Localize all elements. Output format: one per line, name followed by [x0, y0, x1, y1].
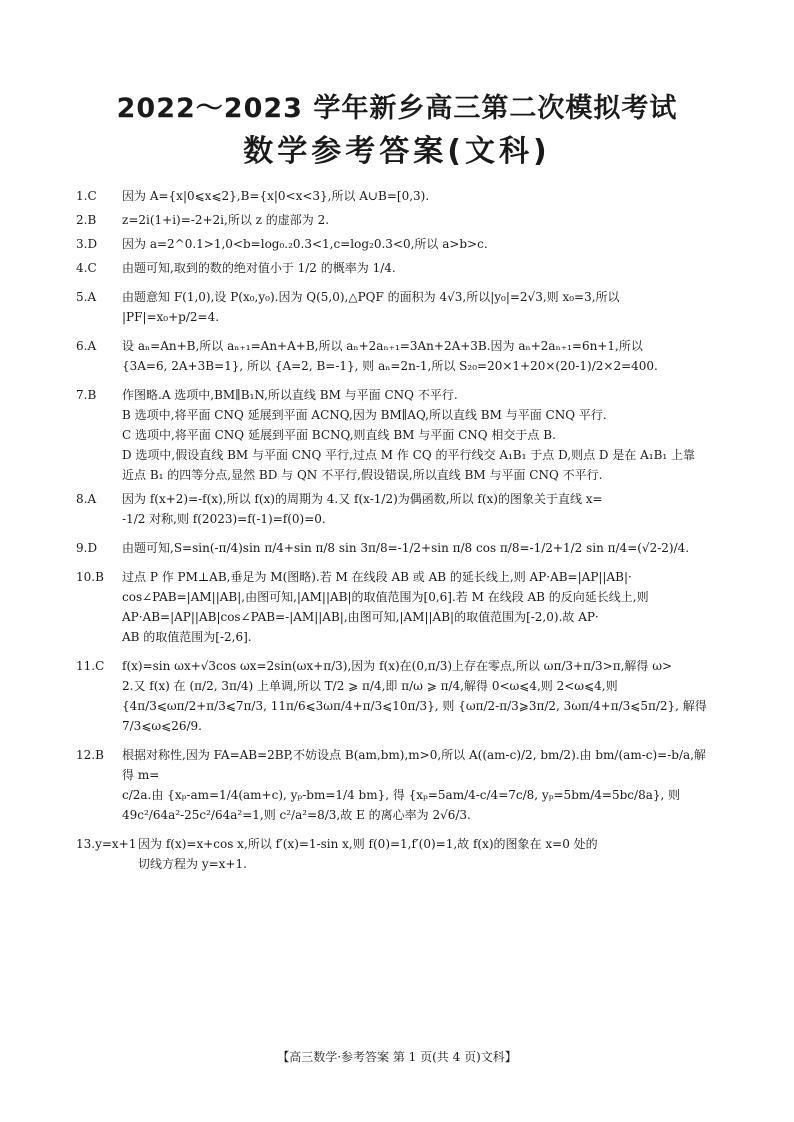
- answer-label: 9.D: [76, 541, 98, 555]
- answer-item-7: [76, 385, 716, 485]
- answer-line: 作图略.A 选项中,BM∥B₁N,所以直线 BM 与平面 CNQ 不平行.: [122, 388, 458, 402]
- answer-line: -1/2 对称,则 f(2023)=f(-1)=f(0)=0.: [122, 512, 326, 526]
- answer-label: 2.B: [76, 213, 97, 227]
- exam-title: 2022～2023 学年新乡高三第二次模拟考试: [116, 93, 678, 124]
- answer-line: cos∠PAB=|AM||AB|,由图可知,|AM||AB|的取值范围为[0,6].若 M 在线段 AB 的反向延长线上,则: [122, 590, 649, 604]
- answer-line: AP·AB=|AP||AB|cos∠PAB=-|AM||AB|,由图可知,|AM||AB|的取值范围为[-2,0).故 AP·: [122, 610, 599, 624]
- answer-line: 2.又 f(x) 在 (π/2, 3π/4) 上单调,所以 T/2 ⩾ π/4,即 π/ω ⩾ π/4,解得 0<ω⩽4,则 2<ω⩽4,则: [122, 679, 618, 693]
- answer-line: {3A=6, 2A+3B=1}, 所以 {A=2, B=-1}, 则 aₙ=2n-1,所以 S₂₀=20×1+20×(20-1)/2×2=400.: [122, 359, 658, 373]
- answer-subtitle: 数学参考答案(文科): [243, 134, 551, 169]
- answer-item-3: [76, 234, 716, 254]
- answer-label: 6.A: [76, 339, 97, 353]
- answer-line: 设 aₙ=An+B,所以 aₙ₊₁=An+A+B,所以 aₙ+2aₙ₊₁=3An+2A+3B.因为 aₙ+2aₙ₊₁=6n+1,所以: [122, 339, 643, 353]
- answer-item-8: [76, 489, 716, 529]
- answer-item-11: [76, 656, 716, 736]
- answer-item-10: [76, 567, 716, 647]
- answer-item-9: [76, 538, 716, 558]
- answer-item-4: [76, 258, 716, 278]
- answer-label: 5.A: [76, 290, 97, 304]
- answer-line: |PF|=x₀+p/2=4.: [122, 310, 220, 324]
- answer-line: 因为 A={x|0⩽x⩽2},B={x|0<x<3},所以 A∪B=[0,3).: [122, 189, 430, 203]
- answer-label: 10.B: [76, 570, 104, 584]
- answer-line: 由题意知 F(1,0),设 P(x₀,y₀).因为 Q(5,0),△PQF 的面积为 4√3,所以|y₀|=2√3,则 x₀=3,所以: [122, 290, 620, 304]
- answer-line: B 选项中,将平面 CNQ 延展到平面 ACNQ,因为 BM∥AQ,所以直线 BM 与平面 CNQ 平行.: [122, 408, 607, 422]
- answer-label: 11.C: [76, 659, 105, 673]
- answer-item-12: [76, 745, 716, 825]
- answer-line: 近点 B₁ 的四等分点,显然 BD 与 QN 不平行,假设错误,所以直线 BM 与平面 CNQ 不平行.: [122, 468, 603, 482]
- answer-line: z=2i(1+i)=-2+2i,所以 z 的虚部为 2.: [122, 213, 330, 227]
- answer-line: f(x)=sin ωx+√3cos ωx=2sin(ωx+π/3),因为 f(x)在(0,π/3)上存在零点,所以 ωπ/3+π/3>π,解得 ω>: [122, 659, 673, 673]
- answer-line: 由题可知,取到的数的绝对值小于 1/2 的概率为 1/4.: [122, 261, 396, 275]
- answer-item-1: [76, 186, 716, 206]
- answer-item-2: [76, 210, 716, 230]
- answer-label: 8.A: [76, 492, 97, 506]
- answer-line: {4π/3⩽ωπ/2+π/3⩽7π/3, 11π/6⩽3ωπ/4+π/3⩽10π/3}, 则 {ωπ/2-π/3⩾3π/2, 3ωπ/4+π/3⩽5π/2}, 解得 7/3⩽ω⩽26/9.: [122, 699, 707, 733]
- answer-label: 12.B: [76, 748, 104, 762]
- answer-label: 7.B: [76, 388, 97, 402]
- answer-item-5: [76, 287, 716, 327]
- answer-label: 13.y=x+1: [76, 837, 137, 851]
- answer-line: C 选项中,将平面 CNQ 延展到平面 BCNQ,则直线 BM 与平面 CNQ 相交于点 B.: [122, 428, 556, 442]
- answer-list: [76, 186, 716, 878]
- answer-line: c/2a.由 {xₚ-am=1/4(am+c), yₚ-bm=1/4 bm}, 得 {xₚ=5am/4-c/4=7c/8, yₚ=5bm/4=5bc/8a}, 则 49c²/64a²-25c²/64a²=1,则 c²/a²=8/3,故 E 的离心率为 2√6/3.: [122, 788, 681, 822]
- answer-label: 1.C: [76, 189, 97, 203]
- answer-line: 根据对称性,因为 FA=AB=2BP,不妨设点 B(am,bm),m>0,所以 A((am-c)/2, bm/2).由 bm/(am-c)=-b/a,解得 m=: [122, 748, 706, 782]
- answer-line: 因为 a=2^0.1>1,0<b=log₀.₂0.3<1,c=log₂0.3<0,所以 a>b>c.: [122, 237, 488, 251]
- answer-line: 由题可知,S=sin(-π/4)sin π/4+sin π/8 sin 3π/8=-1/2+sin π/8 cos π/8=-1/2+1/2 sin π/4=(√2-2)/4.: [122, 541, 690, 555]
- answer-label: 3.D: [76, 237, 98, 251]
- answer-line: AB 的取值范围为[-2,6].: [122, 630, 252, 644]
- answer-line: 因为 f(x)=x+cos x,所以 f′(x)=1-sin x,则 f(0)=1,f′(0)=1,故 f(x)的图象在 x=0 处的: [138, 837, 598, 851]
- answer-item-13: [76, 834, 716, 874]
- answer-item-6: [76, 336, 716, 376]
- answer-line: 过点 P 作 PM⊥AB,垂足为 M(图略).若 M 在线段 AB 或 AB 的延长线上,则 AP·AB=|AP||AB|·: [122, 570, 632, 584]
- answer-line: 切线方程为 y=x+1.: [138, 857, 247, 871]
- page-footer: 【高三数学·参考答案 第 1 页(共 4 页)文科】: [277, 1050, 517, 1064]
- answer-label: 4.C: [76, 261, 97, 275]
- answer-line: 因为 f(x+2)=-f(x),所以 f(x)的周期为 4.又 f(x-1/2)为偶函数,所以 f(x)的图象关于直线 x=: [122, 492, 603, 506]
- answer-line: D 选项中,假设直线 BM 与平面 CNQ 平行,过点 M 作 CQ 的平行线交 A₁B₁ 于点 D,则点 D 是在 A₁B₁ 上靠: [122, 448, 696, 462]
